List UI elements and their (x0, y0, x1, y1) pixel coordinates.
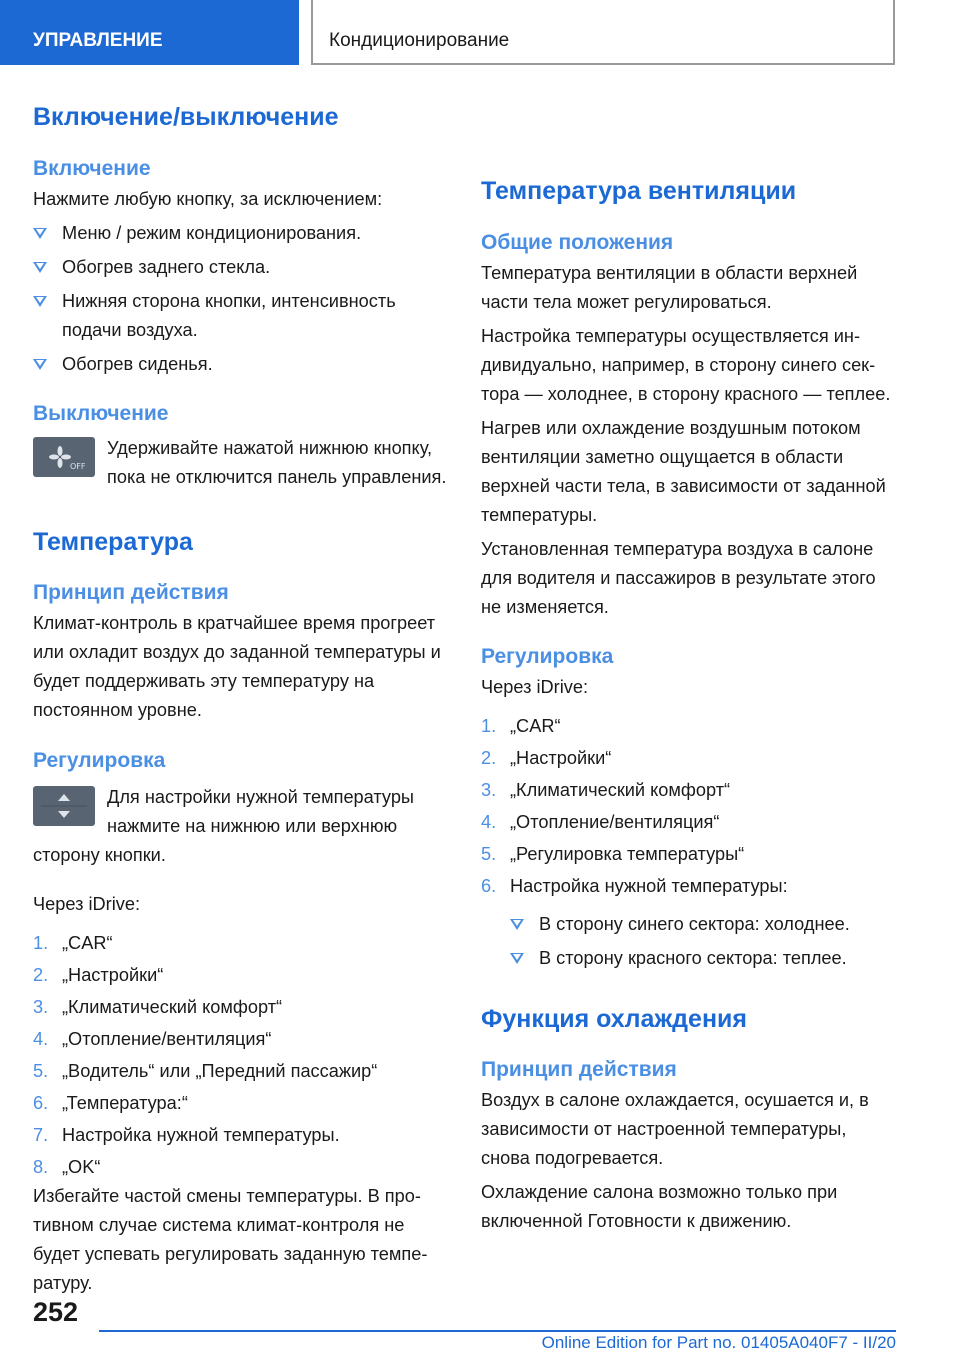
vent-via-idrive-label: Через iDrive: (481, 677, 588, 697)
cooling-paragraph-2: Охлаждение салона возможно только при включенной Готовности к движению. (481, 1182, 838, 1231)
switch-off-text: Удерживайте нажатой нижнюю кнопку, пока не отключится панель управления. (107, 438, 447, 487)
list-item: 3. „Климатический комфорт“ (481, 780, 731, 800)
list-item: 1. „CAR“ (481, 716, 561, 736)
subheading-principle: Принцип действия (33, 581, 229, 604)
list-item: 5. „Регулировка температуры“ (481, 844, 745, 864)
right-column (481, 102, 895, 1236)
fan-off-button-icon (33, 437, 95, 477)
cooling-paragraph-1: Воздух в салоне охлаждается, осушается и, в зависимости от настроенной температуры, снова подогревается. (481, 1090, 869, 1168)
via-idrive-label: Через iDrive: (33, 894, 140, 914)
vent-sector-list (481, 910, 895, 973)
list-item: Нижняя сторона кнопки, интенсивность подачи воздуха. (33, 287, 447, 345)
list-item: 6. „Температура:“ (33, 1093, 188, 1113)
heading-on-off: Включение/выключение (33, 103, 339, 131)
section-title: Кондиционирование (329, 30, 510, 51)
heading-vent-temperature: Температура вентиляции (481, 177, 797, 205)
triangle-bullet-icon (33, 296, 47, 307)
footer-edition-text: Online Edition for Part no. 01405A040F7 - II/20 (541, 1333, 896, 1352)
temperature-rocker-icon (33, 786, 95, 826)
adjust-block (33, 783, 447, 870)
temperature-steps-list (33, 929, 447, 1182)
list-item: В сторону красного сектора: теплее. (510, 944, 895, 973)
triangle-bullet-icon (33, 228, 47, 239)
subheading-switch-on: Включение (33, 157, 151, 180)
list-item: Обогрев сиденья. (33, 350, 447, 379)
list-item: Обогрев заднего стекла. (33, 253, 447, 282)
subheading-general: Общие положения (481, 231, 674, 254)
list-item: 5. „Водитель“ или „Передний пассажир“ (33, 1061, 378, 1081)
list-item: 1. „CAR“ (33, 933, 113, 953)
adjust-text: Для настройки нужной температуры нажмите на нижнюю или верхнюю сторону кнопки. (33, 787, 415, 865)
list-item: Меню / режим кондиционирования. (33, 219, 447, 248)
subheading-adjustment: Регулировка (33, 749, 166, 772)
list-item: В сторону синего сектора: холоднее. (510, 910, 895, 939)
header-section-title (311, 0, 895, 65)
list-item: 4. „Отопление/вентиляция“ (481, 812, 720, 832)
page-number: 252 (33, 1297, 79, 1327)
switch-off-block (33, 434, 447, 492)
list-item: 7. Настройка нужной температуры. (33, 1125, 340, 1145)
vent-paragraph-1: Температура вентиляции в области верхней части тела может регулироваться. (481, 263, 858, 312)
triangle-bullet-icon (33, 262, 47, 273)
subheading-cooling-principle: Принцип действия (481, 1058, 677, 1081)
triangle-bullet-icon (510, 919, 524, 930)
principle-text: Климат-контроль в кратчайшее время прогреет или охладит воздух до заданной температуры и будет поддерживать эту температуру на постоянном уровне. (33, 613, 441, 720)
subheading-switch-off: Выключение (33, 402, 169, 425)
heading-temperature: Температура (33, 528, 193, 556)
vent-steps-list (481, 712, 895, 901)
heading-cooling-function: Функция охлаждения (481, 1005, 748, 1033)
triangle-bullet-icon (510, 953, 524, 964)
list-item: 8. „OK“ (33, 1157, 101, 1177)
switch-on-exceptions-list (33, 219, 447, 379)
switch-on-intro: Нажмите любую кнопку, за исключением: (33, 189, 383, 209)
svg-text:OFF: OFF (70, 462, 86, 471)
footer-divider (99, 1330, 896, 1332)
left-column (33, 100, 447, 1298)
list-item: 4. „Отопление/вентиляция“ (33, 1029, 272, 1049)
vent-paragraph-3: Нагрев или охлаждение воздушным потоком вентиляции заметно ощущается в области верхней части тела, в зависимости от заданной температуры. (481, 418, 886, 525)
list-item: 2. „Настройки“ (481, 748, 612, 768)
chapter-label: УПРАВЛЕНИЕ (33, 30, 163, 51)
triangle-bullet-icon (33, 359, 47, 370)
list-item: 6. Настройка нужной температуры: (481, 876, 788, 896)
avoid-frequent-change-text: Избегайте частой смены температуры. В противном случае система климат-контроля не будет успевать регулировать заданную температуру. (33, 1186, 428, 1293)
vent-paragraph-4: Установленная температура воздуха в салоне для водителя и пассажиров в результате этого не изменяется. (481, 539, 876, 617)
header-chapter-tab (0, 0, 299, 65)
list-item: 2. „Настройки“ (33, 965, 164, 985)
subheading-vent-adjustment: Регулировка (481, 645, 614, 668)
vent-paragraph-2: Настройка температуры осуществляется индивидуально, например, в сторону синего сектора — холоднее, в сторону красного — теплее. (481, 326, 891, 404)
list-item: 3. „Климатический комфорт“ (33, 997, 283, 1017)
